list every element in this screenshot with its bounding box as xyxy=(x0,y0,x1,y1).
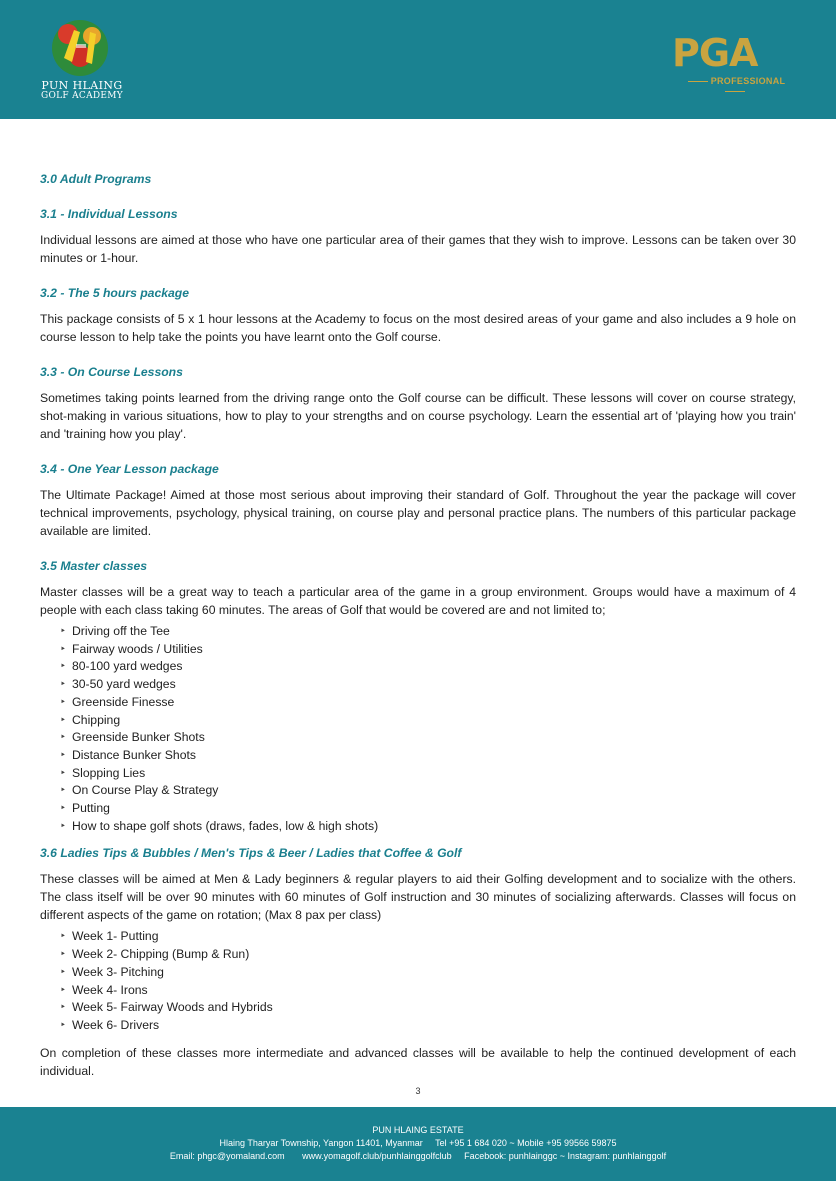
section-heading-individual-lessons: 3.1 - Individual Lessons xyxy=(40,207,178,221)
list-item: ‣ On Course Play & Strategy xyxy=(60,782,796,800)
section-body-master-classes: Master classes will be a great way to teach a particular area of the game in a group environment. Groups would have a maximum of 4 people with each class taking 60 minutes. The areas of Golf that would be covered are and not limited to; xyxy=(40,585,796,617)
list-item: ‣ Putting xyxy=(60,800,796,818)
list-item: ‣ Week 3- Pitching xyxy=(60,964,796,982)
section-heading-master-classes: 3.5 Master classes xyxy=(40,559,148,573)
section-body-ladies-mens-tips: These classes will be aimed at Men & Lady beginners & regular players to aid their Golfing development and to socialize with the others. The class itself will be over 90 minutes with 60 minutes of Golf instruction and 30 minutes of socializing afterwards. Classes will focus on different aspects of the game on rotation; (Max 8 pax per class) xyxy=(40,872,796,923)
list-item: ‣ Week 5- Fairway Woods and Hybrids xyxy=(60,999,796,1017)
section-body-5-hours-package: This package consists of 5 x 1 hour lessons at the Academy to focus on the most desired areas of your game and also includes a 9 hole on course lesson to help take the points you have learnt onto the Golf course. xyxy=(40,312,796,344)
pga-logo-subtitle: PROFESSIONAL xyxy=(678,76,792,96)
section-heading-5-hours-package: 3.2 - The 5 hours package xyxy=(40,286,190,300)
page-number: 3 xyxy=(415,1086,421,1096)
weekly-schedule-list xyxy=(40,928,796,1034)
list-item: ‣ Greenside Bunker Shots xyxy=(60,729,796,747)
footer-estate-name: PUN HLAING ESTATE xyxy=(372,1125,464,1135)
footer-address: Hlaing Tharyar Township, Yangon 11401, Myanmar Tel +95 1 684 020 ~ Mobile +95 99566 59875 xyxy=(219,1138,617,1148)
list-item: ‣ How to shape golf shots (draws, fades, low & high shots) xyxy=(60,818,796,836)
section-heading-one-year-package: 3.4 - One Year Lesson package xyxy=(40,462,219,476)
master-classes-list xyxy=(40,623,796,835)
pga-logo xyxy=(672,31,802,90)
list-item: ‣ 80-100 yard wedges xyxy=(60,658,796,676)
footer-contacts: Email: phgc@yomaland.com www.yomagolf.club/punhlainggolfclub Facebook: punhlainggc ~ Instagram: punhlainggolf xyxy=(169,1151,667,1161)
section-body-one-year-package: The Ultimate Package! Aimed at those most serious about improving their standard of Golf. Throughout the year the package will cover technical improvements, psychology, physical training, on course play and personal practice plans. The numbers of this particular package available are limited. xyxy=(40,488,796,538)
list-item: ‣ Week 6- Drivers xyxy=(60,1017,796,1035)
list-item: ‣ 30-50 yard wedges xyxy=(60,676,796,694)
page-footer xyxy=(0,1107,836,1181)
academy-name-line1: PUN HLAING xyxy=(41,79,123,92)
pga-logo-mark: PGA xyxy=(672,31,758,75)
page-header xyxy=(0,0,836,119)
section-heading-adult-programs: 3.0 Adult Programs xyxy=(40,172,152,186)
list-item: ‣ Week 2- Chipping (Bump & Run) xyxy=(60,946,796,964)
section-closing-ladies-mens-tips: On completion of these classes more intermediate and advanced classes will be available to help the continued development of each individual. xyxy=(40,1045,796,1078)
list-item: ‣ Week 1- Putting xyxy=(60,928,796,946)
list-item: ‣ Driving off the Tee xyxy=(60,623,796,641)
academy-emblem-icon xyxy=(50,18,110,80)
academy-name xyxy=(36,80,128,102)
section-body-individual-lessons: Individual lessons are aimed at those who have one particular area of their games that they wish to improve. Lessons can be taken over 30 minutes or 1-hour. xyxy=(40,233,796,265)
section-body-on-course-lessons: Sometimes taking points learned from the driving range onto the Golf course can be difficult. These lessons will cover on course strategy, shot-making in various situations, how to play to your strengths and on course psychology. Learn the essential art of 'playing how you train' and 'training how you play'. xyxy=(40,391,796,441)
section-heading-on-course-lessons: 3.3 - On Course Lessons xyxy=(40,365,183,379)
list-item: ‣ Week 4- Irons xyxy=(60,982,796,1000)
list-item: ‣ Fairway woods / Utilities xyxy=(60,641,796,659)
list-item: ‣ Greenside Finesse xyxy=(60,694,796,712)
list-item: ‣ Distance Bunker Shots xyxy=(60,747,796,765)
main-content xyxy=(40,170,796,1097)
list-item: ‣ Chipping xyxy=(60,712,796,730)
academy-name-line2: GOLF ACADEMY xyxy=(40,91,124,101)
list-item: ‣ Slopping Lies xyxy=(60,765,796,783)
academy-logo xyxy=(36,18,136,108)
section-heading-ladies-mens-tips: 3.6 Ladies Tips & Bubbles / Men's Tips & Beer / Ladies that Coffee & Golf xyxy=(40,846,462,861)
